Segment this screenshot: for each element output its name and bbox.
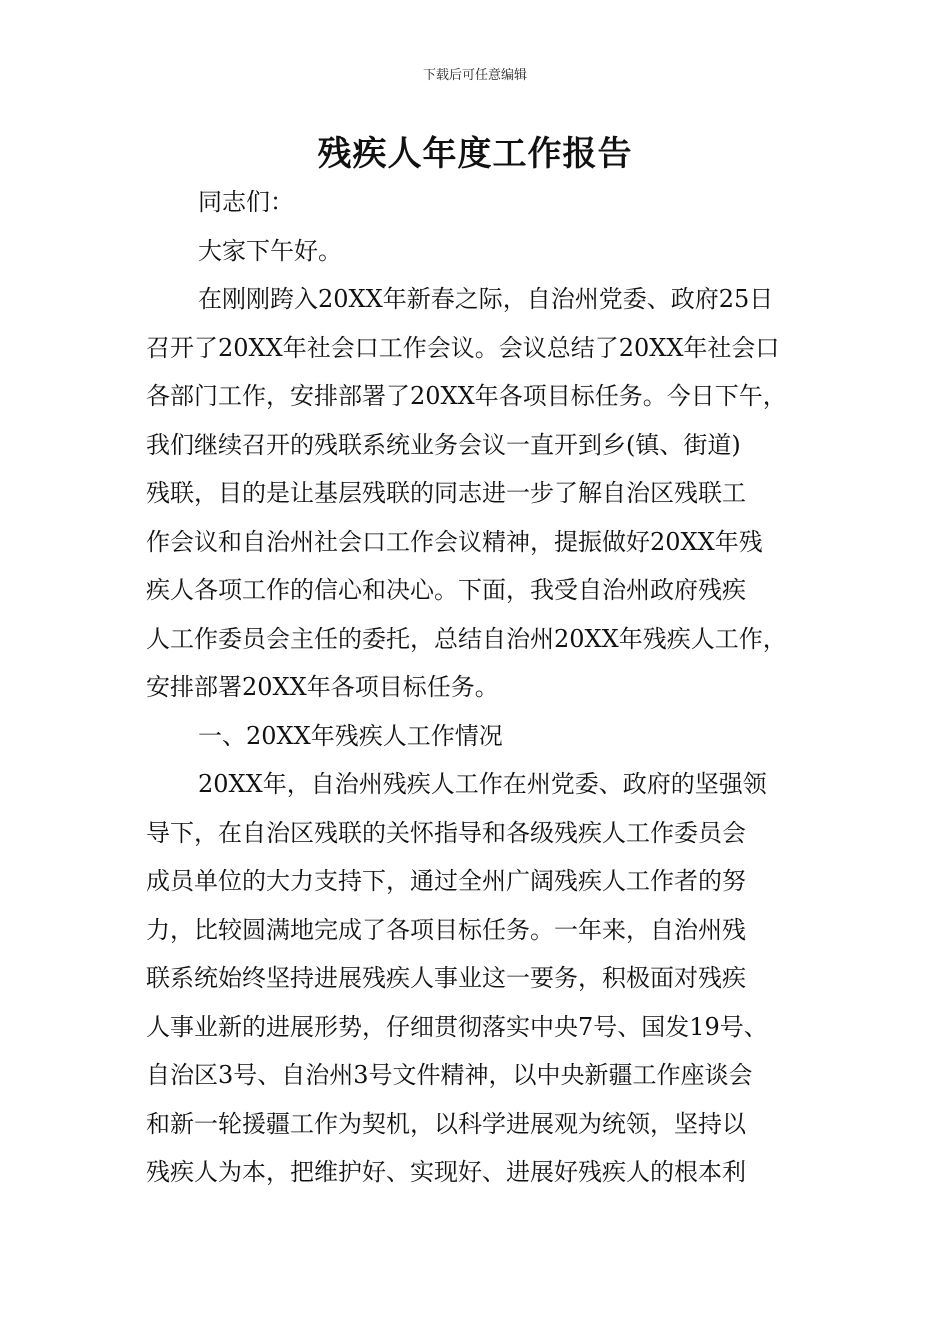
paragraph-1-line-8: 人工作委员会主任的委托，总结自治州20XX年残疾人工作， [146,624,787,653]
paragraph-2-line-1: 20XX年，自治州残疾人工作在州党委、政府的坚强领 [198,770,767,798]
paragraph-1-line-7: 疾人各项工作的信心和决心。下面，我受自治州政府残疾 [146,576,746,604]
paragraph-2-line-7: 自治区3号、自治州3号文件精神，以中央新疆工作座谈会 [146,1061,753,1089]
paragraph-1-line-4: 我们继续召开的残联系统业务会议一直开到乡(镇、街道) [146,430,741,459]
greeting-line: 大家下午好。 [198,236,342,265]
paragraph-1-line-9: 安排部署20XX年各项目标任务。 [146,673,499,701]
paragraph-2-line-5: 联系统始终坚持进展残疾人事业这一要务，积极面对残疾 [146,964,746,992]
paragraph-2-line-2: 导下，在自治区残联的关怀指导和各级残疾人工作委员会 [146,818,746,847]
paragraph-1-line-5: 残联，目的是让基层残联的同志进一步了解自治区残联工 [146,479,746,507]
paragraph-2-line-8: 和新一轮援疆工作为契机，以科学进展观为统领，坚持以 [146,1109,746,1138]
paragraph-2-line-4: 力，比较圆满地完成了各项目标任务。一年来，自治州残 [146,915,746,944]
document-title: 残疾人年度工作报告 [317,134,633,174]
document-body [146,178,826,1197]
salutation-line: 同志们： [198,188,294,216]
section-heading: 一、20XX年残疾人工作情况 [198,721,503,750]
paragraph-1-line-1: 在刚刚跨入20XX年新春之际，自治州党委、政府25日 [198,285,774,313]
paragraph-2-line-6: 人事业新的进展形势，仔细贯彻落实中央7号、国发19号、 [146,1012,768,1041]
paragraph-2-line-3: 成员单位的大力支持下，通过全州广阔残疾人工作者的努 [146,867,746,895]
paragraph-1-line-2: 召开了20XX年社会口工作会议。会议总结了20XX年社会口 [146,333,780,362]
paragraph-1-line-6: 作会议和自治州社会口工作会议精神，提振做好20XX年残 [146,527,763,556]
paragraph-2-line-9: 残疾人为本，把维护好、实现好、进展好残疾人的根本利 [146,1158,746,1186]
paragraph-1-line-3: 各部门工作，安排部署了20XX年各项目标任务。今日下午， [146,382,787,410]
header-note: 下载后可任意编辑 [422,68,527,83]
